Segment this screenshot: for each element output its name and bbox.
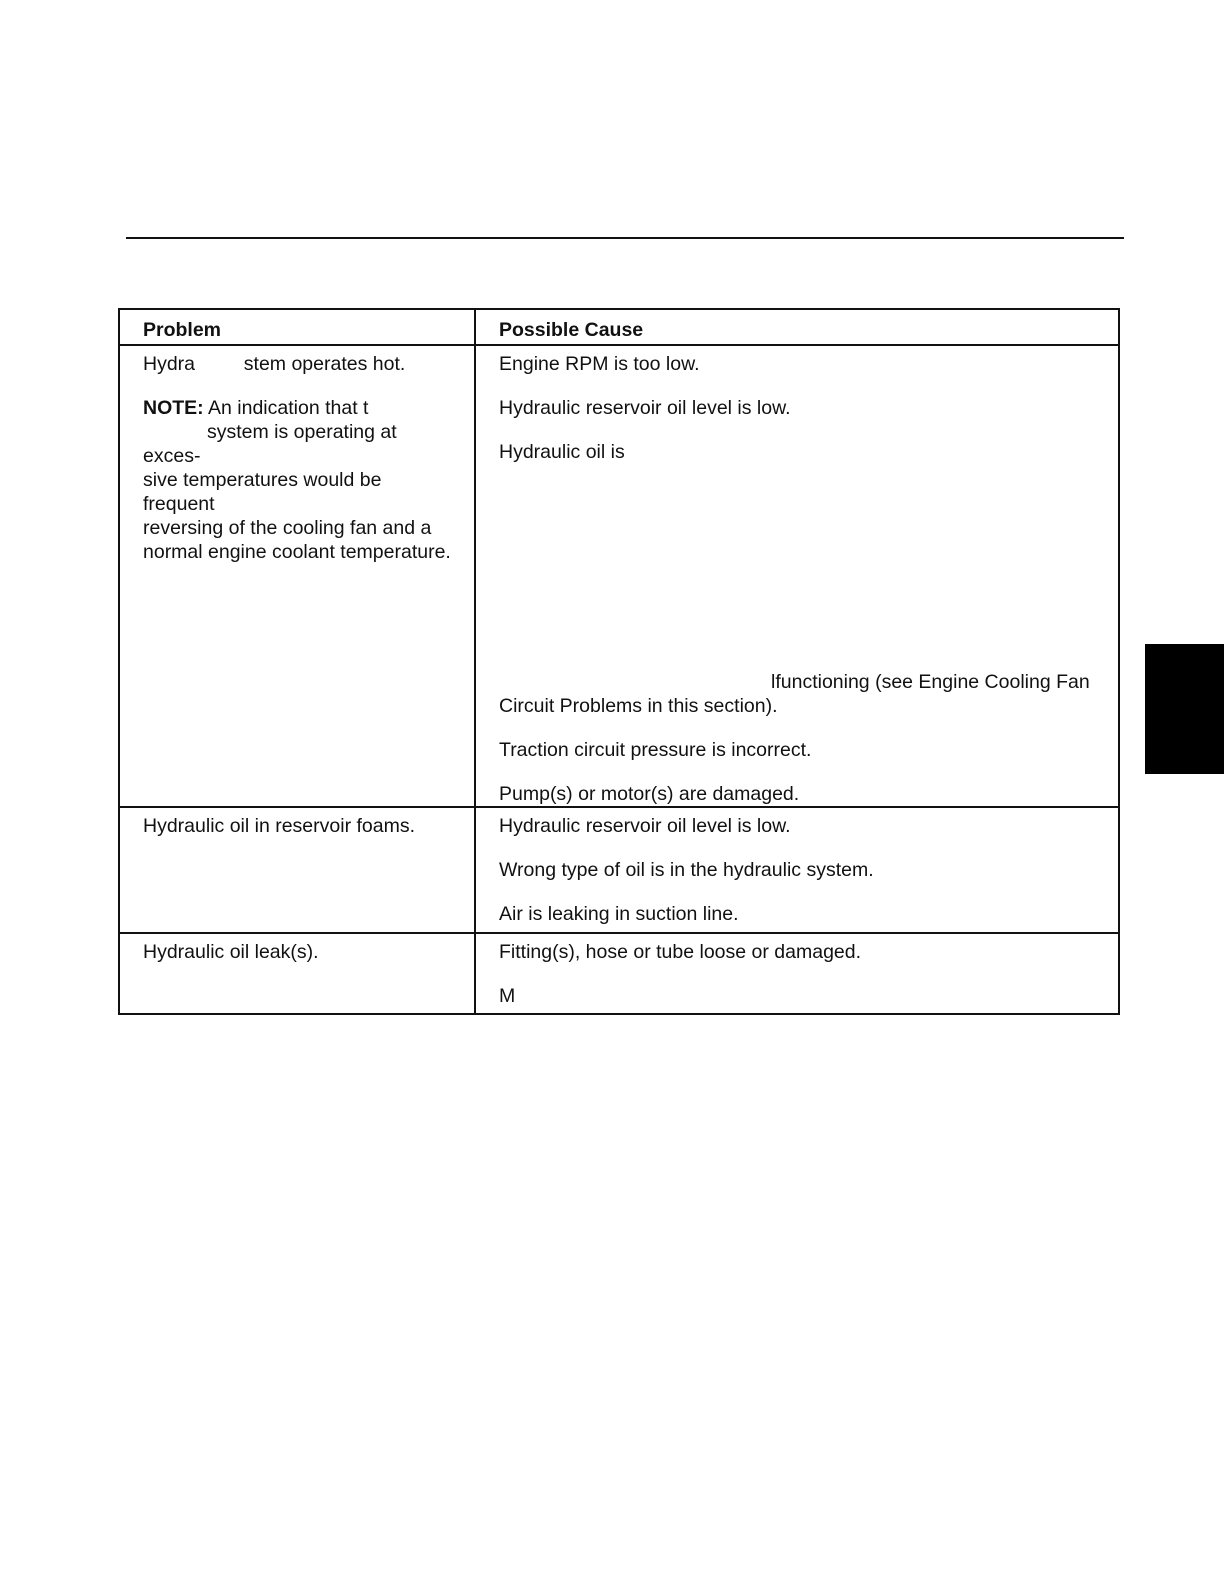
note-line: normal engine coolant temperature. — [143, 541, 451, 563]
cause-item: Hydraulic reservoir oil level is low. — [499, 815, 791, 837]
header-rule — [126, 237, 1124, 239]
note-label: NOTE: — [143, 397, 204, 419]
section-tab — [1145, 644, 1224, 774]
cause-line: Circuit Problems in this section). — [499, 695, 778, 717]
cause-item — [499, 670, 1096, 718]
note — [143, 396, 452, 564]
table-header-row — [119, 309, 1119, 345]
header-problem: Problem — [119, 309, 475, 345]
cause-item: M — [499, 985, 516, 1007]
table-row — [119, 807, 1119, 933]
table-row — [119, 933, 1119, 1014]
cause-item: Hydraulic oil is — [499, 441, 625, 463]
cause-item: Engine RPM is too low. — [499, 353, 700, 375]
problem-cell — [119, 933, 475, 1014]
cause-item: Pump(s) or motor(s) are damaged. — [499, 783, 800, 805]
cause-line: lfunctioning (see Engine Cooling Fan — [771, 671, 1090, 693]
problem-cell — [119, 807, 475, 933]
problem-text: Hydra stem operates hot. — [143, 353, 406, 375]
cause-item: Fitting(s), hose or tube loose or damaged. — [499, 941, 862, 963]
note-line: An indication that t — [203, 397, 369, 419]
problem-text: Hydraulic oil leak(s). — [143, 941, 319, 963]
header-possible-cause: Possible Cause — [475, 309, 1119, 345]
cause-cell — [475, 345, 1119, 807]
cause-item: Wrong type of oil is in the hydraulic system. — [499, 859, 874, 881]
note-line: system is operating at exces- — [143, 421, 397, 467]
cause-cell — [475, 933, 1119, 1014]
cause-item: Traction circuit pressure is incorrect. — [499, 739, 812, 761]
table-row — [119, 345, 1119, 807]
problem-text: Hydraulic oil in reservoir foams. — [143, 815, 416, 837]
blank-region — [499, 464, 1096, 636]
note-line: sive temperatures would be frequent — [143, 469, 382, 515]
cause-cell — [475, 807, 1119, 933]
troubleshooting-table — [118, 308, 1120, 1015]
note-line: reversing of the cooling fan and a — [143, 517, 432, 539]
cause-item: Air is leaking in suction line. — [499, 903, 739, 925]
problem-cell — [119, 345, 475, 807]
cause-item: Hydraulic reservoir oil level is low. — [499, 397, 791, 419]
